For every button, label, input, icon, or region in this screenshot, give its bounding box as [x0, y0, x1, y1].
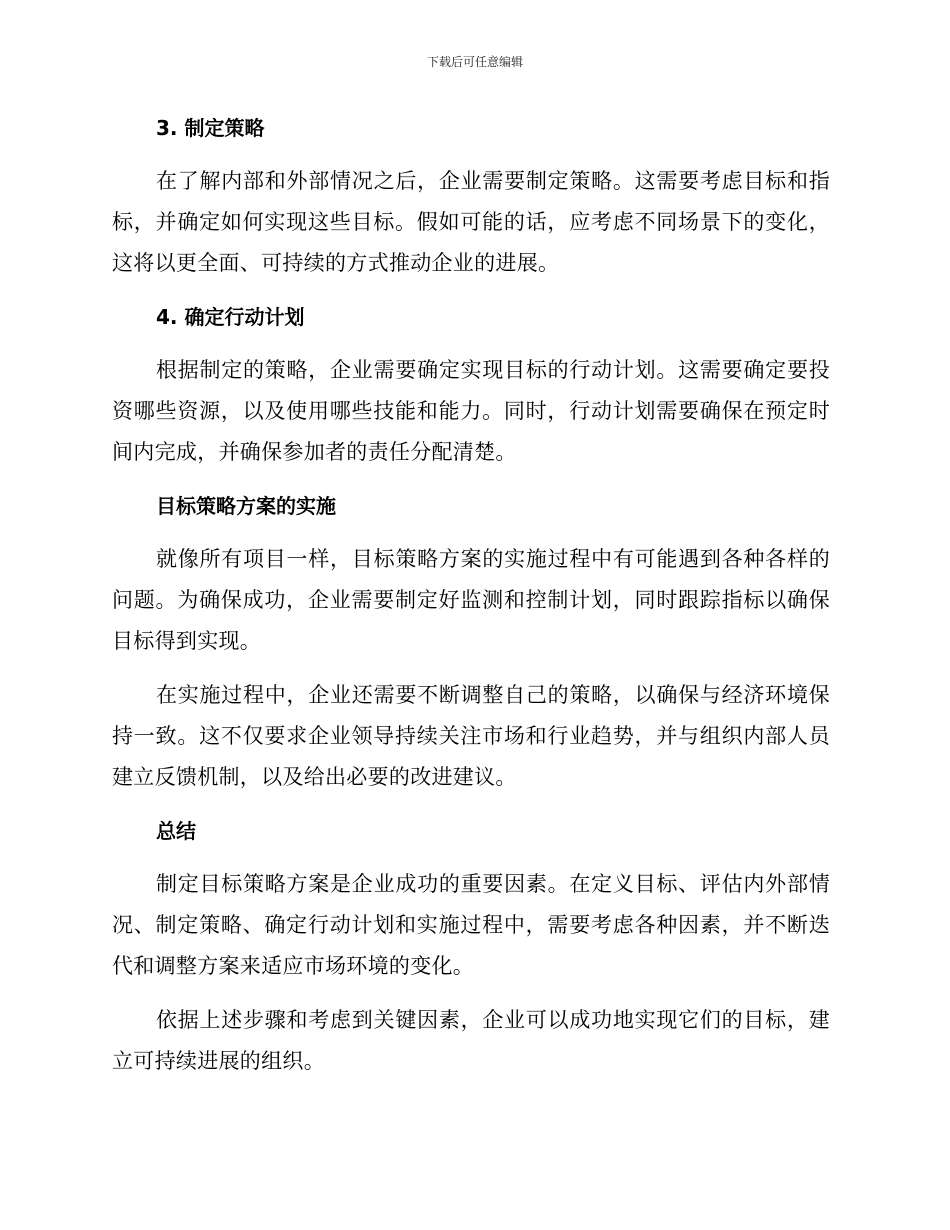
- paragraph-line: 资哪些资源，以及使用哪些技能和能力。同时，行动计划需要确保在预定时: [112, 399, 830, 423]
- paragraph-line: 根据制定的策略，企业需要确定实现目标的行动计划。这需要确定要投: [156, 358, 830, 382]
- paragraph-line: 在实施过程中，企业还需要不断调整自己的策略，以确保与经济环境保: [156, 683, 830, 707]
- paragraph-line: 在了解内部和外部情况之后，企业需要制定策略。这需要考虑目标和指: [156, 169, 830, 193]
- paragraph: [112, 675, 830, 798]
- paragraph-line: 这将以更全面、可持续的方式推动企业的进展。: [112, 251, 560, 275]
- paragraph-line: 持一致。这不仅要求企业领导持续关注市场和行业趋势，并与组织内部人员: [112, 724, 830, 748]
- paragraph-line: 建立反馈机制，以及给出必要的改进建议。: [112, 765, 517, 789]
- section-heading-action-plan: 4. 确定行动计划: [156, 305, 305, 329]
- document-body: [112, 108, 830, 1095]
- paragraph-line: 标，并确定如何实现这些目标。假如可能的话，应考虑不同场景下的变化，: [112, 210, 830, 234]
- paragraph: [112, 539, 830, 662]
- paragraph-line: 况、制定策略、确定行动计划和实施过程中，需要考虑各种因素，并不断迭: [112, 913, 830, 937]
- paragraph-line: 制定目标策略方案是企业成功的重要因素。在定义目标、评估内外部情: [156, 872, 830, 896]
- page-header: 下载后可任意编辑: [426, 55, 523, 69]
- section-heading-implementation: 目标策略方案的实施: [156, 494, 336, 518]
- paragraph-line: 立可持续进展的组织。: [112, 1049, 325, 1073]
- paragraph: [112, 161, 830, 284]
- paragraph-line: 问题。为确保成功，企业需要制定好监测和控制计划，同时跟踪指标以确保: [112, 588, 830, 612]
- paragraph-line: 就像所有项目一样，目标策略方案的实施过程中有可能遇到各种各样的: [156, 547, 830, 571]
- paragraph: [112, 864, 830, 987]
- paragraph-line: 间内完成，并确保参加者的责任分配清楚。: [112, 440, 517, 464]
- paragraph-line: 依据上述步骤和考虑到关键因素，企业可以成功地实现它们的目标，建: [156, 1008, 830, 1032]
- section-heading-summary: 总结: [156, 819, 196, 843]
- paragraph-line: 代和调整方案来适应市场环境的变化。: [112, 954, 475, 978]
- paragraph: [112, 1000, 830, 1082]
- paragraph: [112, 350, 830, 473]
- paragraph-line: 目标得到实现。: [112, 629, 262, 653]
- section-heading-strategy: 3. 制定策略: [156, 116, 265, 140]
